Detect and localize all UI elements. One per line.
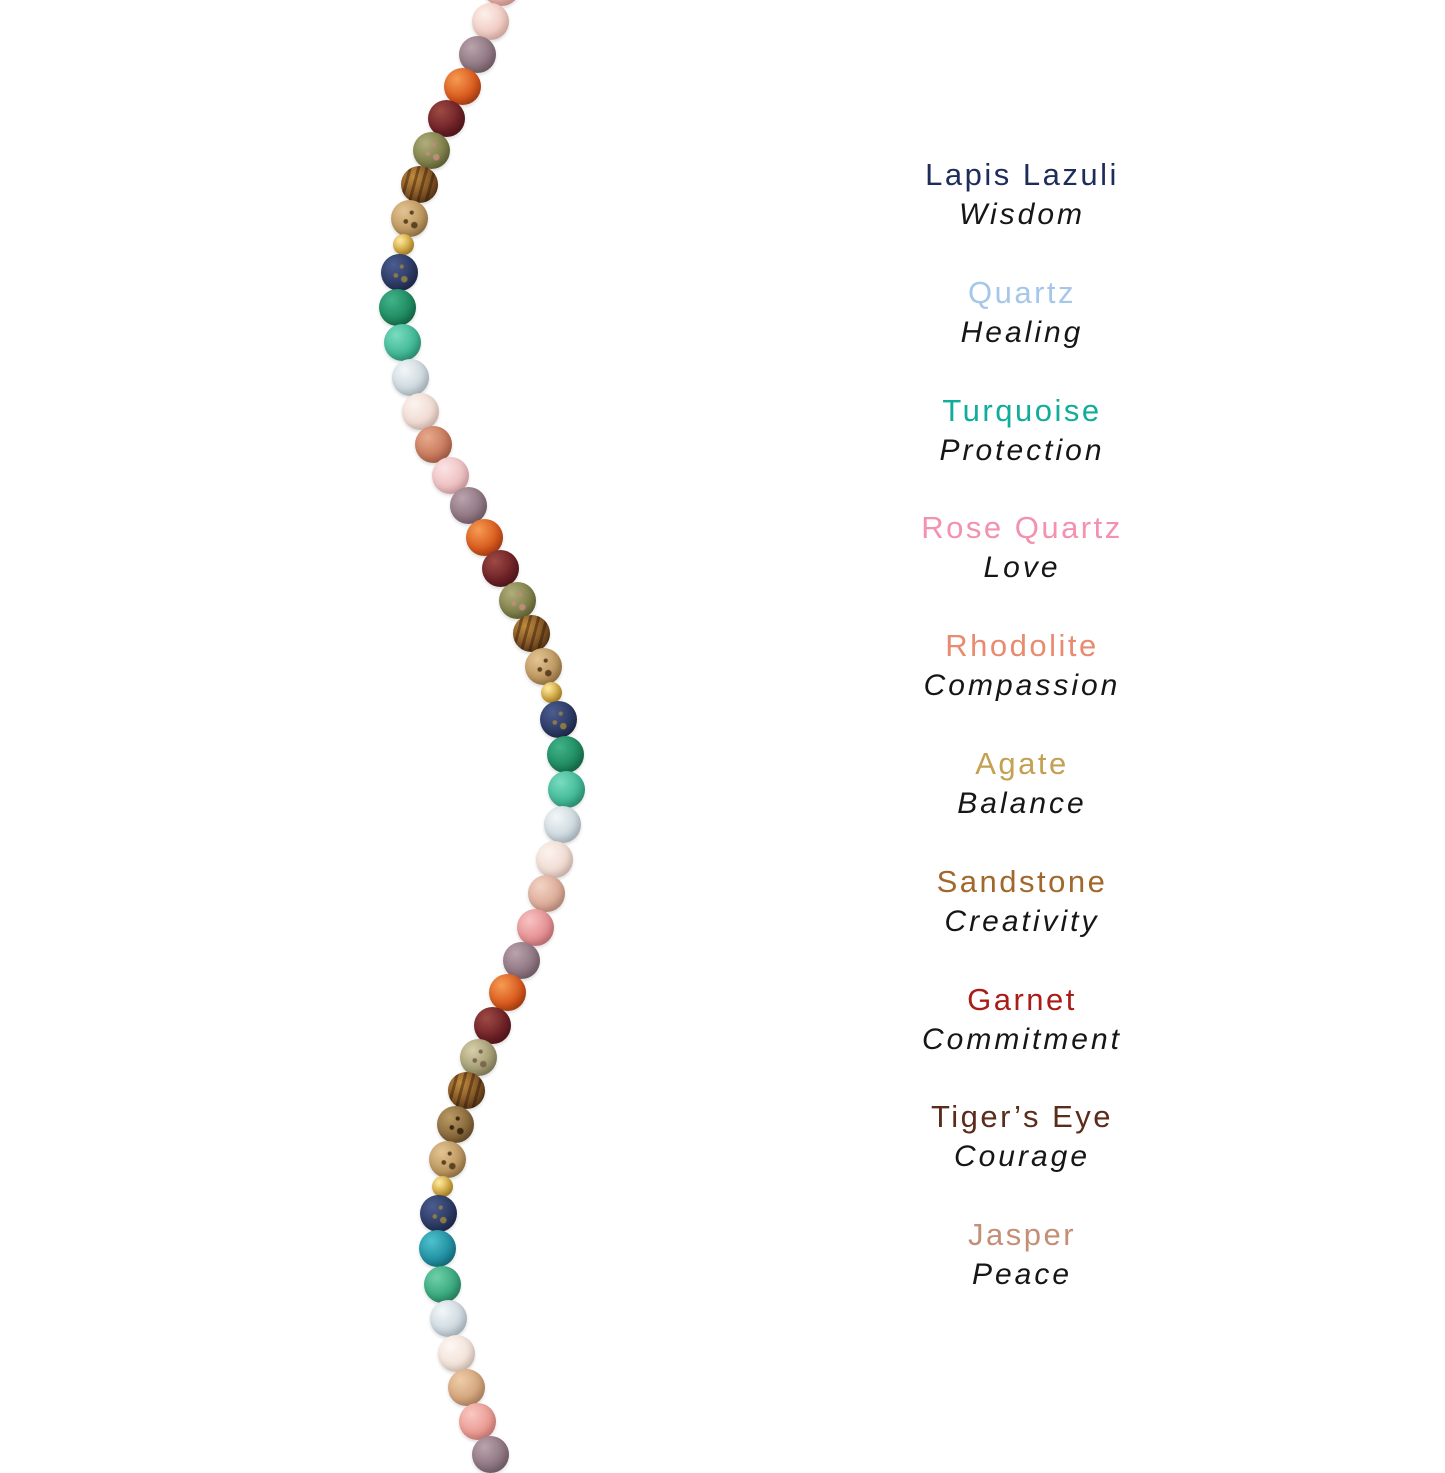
stone-meaning: Wisdom: [958, 198, 1086, 231]
bead-quartz: [544, 806, 581, 843]
stone-meaning: Protection: [939, 433, 1105, 467]
bead-garnet: [474, 1007, 511, 1044]
stone-name: Rose Quartz: [921, 510, 1123, 546]
stone-meaning: Love: [983, 551, 1061, 585]
stone-name: Rhodolite: [945, 628, 1099, 664]
bead-pink-opal: [472, 3, 509, 40]
stone-name: Jasper: [967, 1217, 1077, 1253]
bead-amazonite: [384, 324, 421, 361]
stone-name: Lapis Lazuli: [925, 157, 1119, 192]
stone-legend-item: [842, 744, 1202, 824]
stone-legend-item: [842, 1097, 1202, 1177]
bead-mauve-quartz: [472, 1436, 509, 1473]
stone-name: Garnet: [967, 981, 1077, 1017]
stone-meaning: Creativity: [944, 904, 1100, 938]
bead-green-agate: [379, 289, 416, 326]
bead-picture-jasper: [525, 648, 562, 685]
stone-legend-item: [842, 508, 1202, 588]
bead-carnelian: [489, 974, 526, 1011]
stone-meaning: Compassion: [923, 669, 1121, 703]
bead-green-agate: [547, 736, 584, 773]
bead-apatite: [419, 1230, 456, 1267]
bead-quartz: [392, 359, 429, 396]
bead-picture-jasper: [429, 1141, 466, 1178]
stone-name: Agate: [975, 746, 1069, 781]
bead-lapis-lazuli: [381, 254, 418, 291]
bead-tigers-eye: [401, 166, 438, 203]
bead-rose-quartz: [402, 393, 439, 430]
stone-meaning: Peace: [971, 1258, 1073, 1292]
bead-strawberry-quartz: [517, 909, 554, 946]
stone-name: Quartz: [967, 274, 1077, 310]
bead-picture-jasper: [391, 200, 428, 237]
bead-tigers-eye: [513, 615, 550, 652]
bead-green-aventurine: [424, 1266, 461, 1303]
stone-meaning: Commitment: [921, 1022, 1123, 1056]
bead-picture-jasper: [437, 1106, 474, 1143]
stone-legend-item: [842, 391, 1202, 471]
bead-tigers-eye: [448, 1072, 485, 1109]
bead-sandstone: [448, 1369, 485, 1406]
stone-legend-item: [842, 862, 1202, 942]
bead-rose-quartz: [438, 1335, 475, 1372]
bead-unakite-agate: [499, 582, 536, 619]
bead-gold-spacer: [432, 1176, 453, 1197]
stone-legend-item: [842, 273, 1202, 353]
bead-amazonite: [548, 771, 585, 808]
stone-legend-item: [842, 1215, 1202, 1295]
stone-meaning: Courage: [953, 1140, 1091, 1174]
stone-legend-item: [842, 980, 1202, 1060]
stone-legend-item: [842, 626, 1202, 706]
stone-name: Sandstone: [936, 863, 1108, 899]
stone-meaning: Healing: [960, 315, 1084, 349]
stone-name: Tiger’s Eye: [931, 1099, 1113, 1135]
bead-lapis-lazuli: [540, 701, 577, 738]
bead-lapis-lazuli: [420, 1195, 457, 1232]
stone-meaning: Balance: [957, 787, 1087, 820]
stone-name: Turquoise: [942, 392, 1102, 428]
bead-strawberry-quartz: [459, 1403, 496, 1440]
stone-legend-item: [842, 155, 1202, 235]
